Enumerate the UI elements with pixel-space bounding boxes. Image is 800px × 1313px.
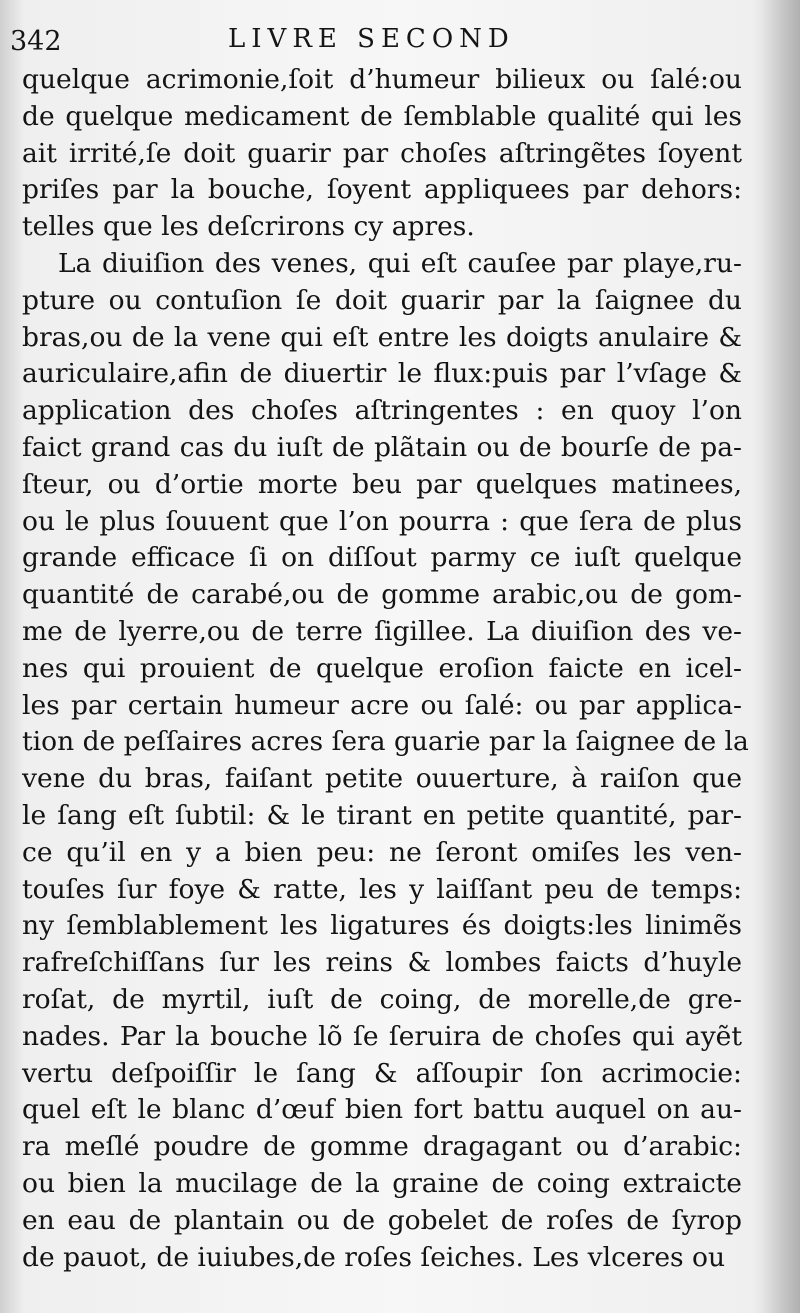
page-number: 342 xyxy=(10,26,62,57)
text-line: ou bien la mucilage de la graine de coing extraicte xyxy=(22,1167,742,1199)
text-line: quelque acrimonie,ſoit d’humeur bilieux ou ſalé:ou xyxy=(22,64,742,95)
text-line: La diuiſion des venes, qui eſt cauſee par playe,ru- xyxy=(58,247,742,279)
text-line: grande efficace ſi on diſſout parmy ce iuſt quelque xyxy=(22,542,742,574)
page-edge-shadow xyxy=(760,0,800,1313)
text-line: nes qui prouient de quelque eroſion faicte en icel- xyxy=(22,652,742,684)
body-text xyxy=(22,62,749,1276)
text-line: vertu deſpoiſſir le ſang & aſſoupir ſon acrimocie: xyxy=(22,1057,742,1089)
text-line: ou le plus ſouuent que l’on pourra : que ſera de plus xyxy=(22,505,742,537)
text-line: en eau de plantain ou de gobelet de roſes de ſyrop xyxy=(22,1204,742,1236)
text-line: priſes par la bouche, ſoyent appliquees par dehors: xyxy=(22,174,742,206)
text-line: le ſang eſt ſubtil: & le tirant en petite quantité, par- xyxy=(22,799,742,831)
text-line: nades. Par la bouche lõ ſe ſeruira de choſes qui ayẽt xyxy=(22,1020,742,1052)
text-line: quantité de carabé,ou de gomme arabic,ou de gom- xyxy=(22,579,742,611)
text-line: auriculaire,afin de diuertir le flux:puis par l’vſage & xyxy=(22,358,742,390)
text-line: ſteur, ou d’ortie morte beu par quelques matinees, xyxy=(22,468,742,500)
text-line: de pauot, de iuiubes,de roſes ſeiches. Les vlceres ou xyxy=(22,1241,726,1273)
text-line: pture ou contuſion ſe doit guarir par la ſaignee du xyxy=(22,284,742,316)
text-line: les par certain humeur acre ou ſalé: ou par applica- xyxy=(22,689,742,721)
text-line: quel eſt le blanc d’œuf bien fort battu auquel on au- xyxy=(22,1094,742,1126)
text-line: ce qu’il en y a bien peu: ne ſeront omiſes les ven- xyxy=(22,836,742,868)
text-line: tion de peſſaires acres ſera guarie par la ſaignee de la xyxy=(22,726,749,758)
text-line: bras,ou de la vene qui eſt entre les doigts anulaire & xyxy=(22,321,742,353)
text-line: ny ſemblablement les ligatures és doigts:les linimẽs xyxy=(22,910,742,942)
text-line: ra meſlé poudre de gomme dragagant ou d’arabic: xyxy=(22,1131,742,1163)
text-line: rafreſchiſſans ſur les reins & lombes faicts d’huyle xyxy=(22,947,742,979)
text-line: faict grand cas du iuſt de plãtain ou de bourſe de pa- xyxy=(22,431,742,463)
text-line: touſes ſur foye & ratte, les y laiſſant peu de temps: xyxy=(22,873,742,905)
text-line: roſat, de myrtil, iuſt de coing, de morelle,de gre- xyxy=(22,983,742,1015)
running-head: LIVRE SECOND xyxy=(228,24,515,54)
page-header xyxy=(10,22,730,58)
text-line: vene du bras, faiſant petite ouuerture, à raiſon que xyxy=(22,763,742,795)
text-line: telles que les deſcrirons cy apres. xyxy=(22,211,475,243)
text-line: ait irrité,ſe doit guarir par choſes aſtringẽtes ſoyent xyxy=(22,137,742,169)
text-line: de quelque medicament de ſemblable qualité qui les xyxy=(22,100,742,132)
text-line: me de lyerre,ou de terre ſigillee. La diuiſion des ve- xyxy=(22,615,742,647)
text-line: application des choſes aſtringentes : en quoy l’on xyxy=(22,395,742,427)
